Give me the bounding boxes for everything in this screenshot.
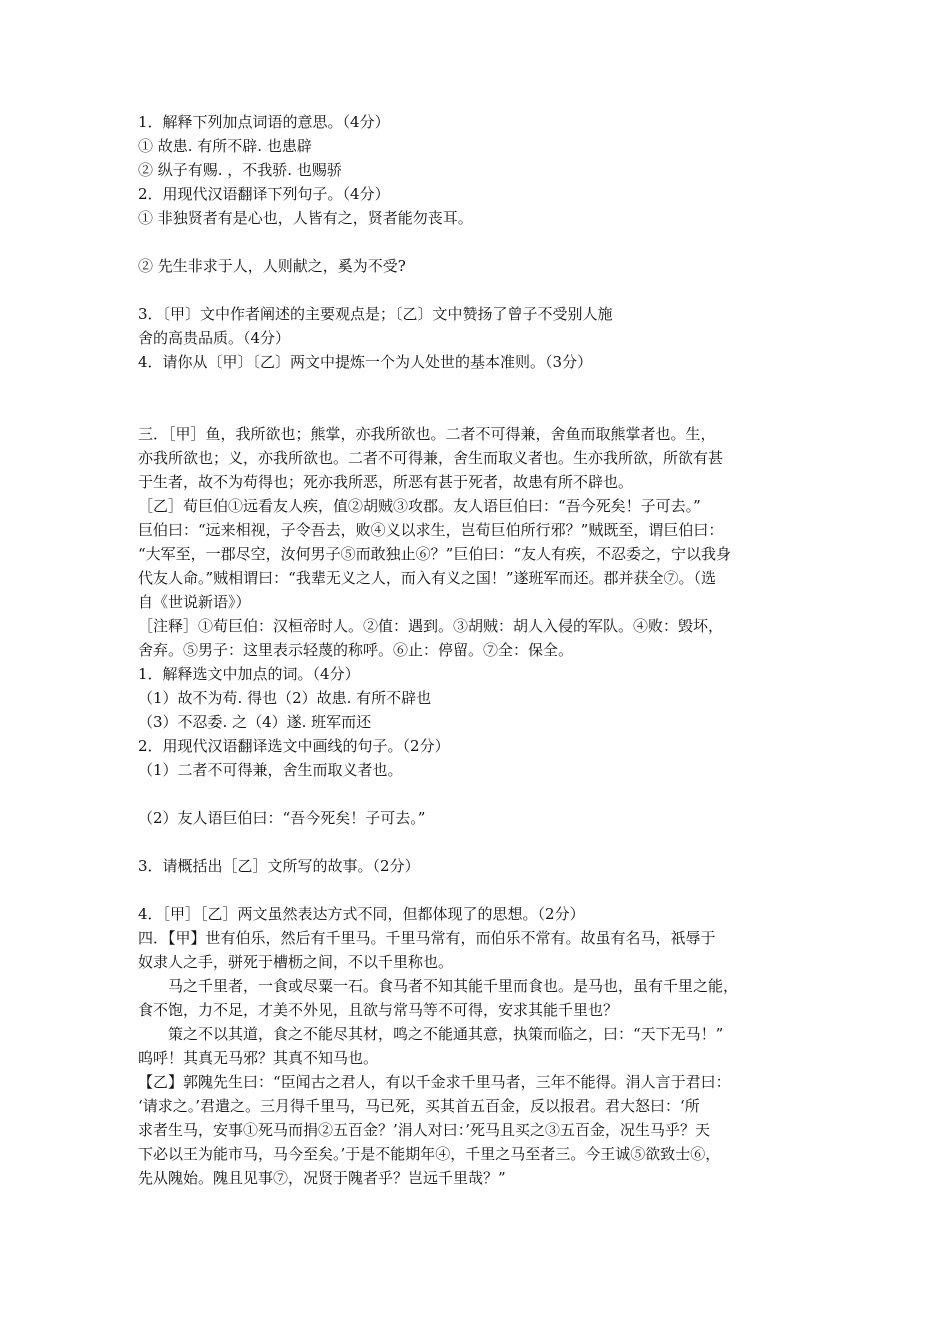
question-item: ① 故患. 有所不辟. 也患辟 bbox=[138, 137, 312, 155]
passage-line: 【乙】郭隗先生曰：“臣闻古之君人，有以千金求千里马者，三年不能得。涓人言于君曰： bbox=[138, 1073, 731, 1091]
passage-line: 呜呼！其真无马邪？其真不知马也。 bbox=[138, 1049, 379, 1067]
passage-line: 代友人命。”贼相谓曰：“我辈无义之人，而入有义之国！”遂班军而还。郡并获全⑦。（选 bbox=[138, 569, 717, 587]
question-item: （3）不忍委. 之（4）遂. 班军而还 bbox=[138, 713, 372, 731]
question-line: 3．请概括出［乙］文所写的故事。（2分） bbox=[138, 857, 420, 875]
notes-line: 舍弃。⑤男子：这里表示轻蔑的称呼。⑥止：停留。⑦全：保全。 bbox=[138, 641, 574, 659]
document-page bbox=[138, 110, 838, 1190]
question-line: 4．［甲］［乙］两文虽然表达方式不同，但都体现了的思想。（2分） bbox=[138, 905, 585, 923]
passage-line: 四．【甲】世有伯乐，然后有千里马。千里马常有，而伯乐不常有。故虽有名马，祇辱于 bbox=[138, 929, 716, 947]
passage-line: 马之千里者，一食或尽粟一石。食马者不知其能千里而食也。是马也，虽有千里之能， bbox=[168, 977, 739, 995]
question-line: 1．解释选文中加点的词。（4分） bbox=[138, 665, 360, 683]
passage-line: 巨伯曰：“远来相视，子令吾去，败④义以求生，岂荀巨伯所行邪？”贼既至，谓巨伯曰： bbox=[138, 521, 724, 539]
question-line: 3．〔甲〕文中作者阐述的主要观点是；〔乙〕文中赞扬了曾子不受别人施 bbox=[138, 305, 613, 323]
notes-line: ［注释］①荀巨伯：汉桓帝时人。②值：遇到。③胡贼：胡人入侵的军队。④败：毁坏， bbox=[138, 617, 724, 635]
passage-line: 先从隗始。隗且见事⑦，况贤于隗者乎？岂远千里哉？” bbox=[138, 1169, 506, 1187]
passage-line: 自《世说新语》） bbox=[138, 593, 251, 611]
question-item: （2）友人语巨伯曰：“吾今死矣！子可去。” bbox=[138, 809, 426, 827]
question-item: ① 非独贤者有是心也，人皆有之，贤者能勿丧耳。 bbox=[138, 209, 473, 227]
passage-line: ［乙］荀巨伯①远看友人疾，值②胡贼③攻郡。友人语巨伯曰：“吾今死矣！子可去。” bbox=[138, 497, 701, 515]
question-item: ② 纵子有赐. ，不我骄. 也赐骄 bbox=[138, 161, 342, 179]
question-line: 4．请你从〔甲〕〔乙〕两文中提炼一个为人处世的基本准则。（3分） bbox=[138, 353, 593, 371]
passage-line: 策之不以其道，食之不能尽其材，鸣之不能通其意，执策而临之，曰：“天下无马！” bbox=[168, 1025, 724, 1043]
question-line: 1．解释下列加点词语的意思。（4分） bbox=[138, 113, 390, 131]
passage-line: 奴隶人之手，骈死于槽枥之间，不以千里称也。 bbox=[138, 953, 454, 971]
question-line: 2．用现代汉语翻译选文中画线的句子。（2分） bbox=[138, 737, 450, 755]
question-line: 舍的高贵品质。（4分） bbox=[138, 329, 291, 347]
passage-line: 三．［甲］鱼，我所欲也；熊掌，亦我所欲也。二者不可得兼，舍鱼而取熊掌者也。生， bbox=[138, 425, 716, 443]
passage-line: 于生者，故不为苟得也；死亦我所恶，所恶有甚于死者，故患有所不辟也。 bbox=[138, 473, 634, 491]
question-item: ② 先生非求于人，人则献之，奚为不受? bbox=[138, 257, 406, 275]
passage-line: 求者生马，安事①死马而捐②五百金？’涓人对曰：’死马且买之③五百金，况生马乎？天 bbox=[138, 1121, 711, 1139]
passage-line: “大军至，一郡尽空，汝何男子⑤而敢独止⑥？”巨伯曰：“友人有疾，不忍委之，宁以我身 bbox=[138, 545, 732, 563]
passage-line: ‘请求之。’君遣之。三月得千里马，马已死，买其首五百金，反以报君。君大怒曰：‘所 bbox=[138, 1097, 700, 1115]
passage-line: 食不饱，力不足，才美不外见，且欲与常马等不可得，安求其能千里也？ bbox=[138, 1001, 619, 1019]
question-item: （1）故不为苟. 得也（2）故患. 有所不辟也 bbox=[138, 689, 432, 707]
passage-line: 下必以王为能市马，马今至矣。’于是不能期年④，千里之马至者三。今王诚⑤欲致士⑥， bbox=[138, 1145, 721, 1163]
question-line: 2．用现代汉语翻译下列句子。（4分） bbox=[138, 185, 390, 203]
question-item: （1）二者不可得兼，舍生而取义者也。 bbox=[138, 761, 403, 779]
passage-line: 亦我所欲也；义，亦我所欲也。二者不可得兼，舍生而取义者也。生亦我所欲，所欲有甚 bbox=[138, 449, 724, 467]
